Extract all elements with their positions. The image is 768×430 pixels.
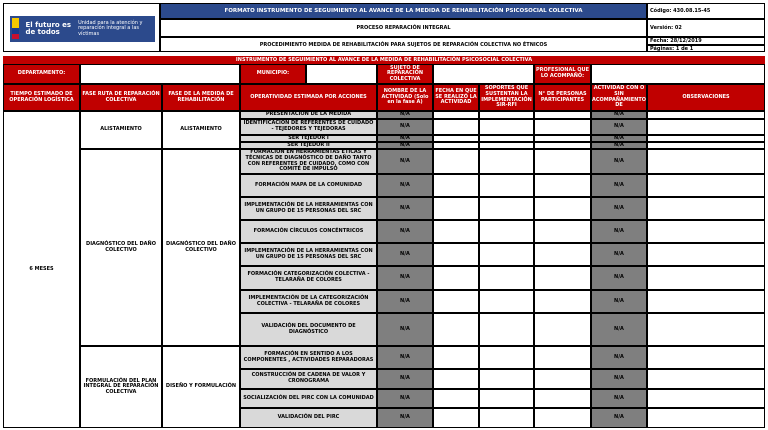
personas-cell[interactable] (534, 197, 591, 220)
observaciones-cell[interactable] (647, 135, 765, 142)
actividad-cell: N/A (591, 313, 647, 346)
actividad-cell: N/A (591, 266, 647, 290)
fecha-cell[interactable] (433, 149, 479, 174)
process-title: PROCESO REPARACIÓN INTEGRAL (160, 19, 647, 37)
soportes-cell[interactable] (479, 389, 534, 408)
actividad-cell: N/A (591, 290, 647, 313)
soportes-cell[interactable] (479, 174, 534, 197)
action-cell: SER TEJEDOR II (240, 142, 377, 149)
nombre-cell: N/A (377, 369, 433, 389)
personas-cell[interactable] (534, 111, 591, 119)
fase-medida-alistamiento: ALISTAMIENTO (162, 111, 240, 149)
personas-cell[interactable] (534, 313, 591, 346)
nombre-cell: N/A (377, 243, 433, 266)
col-observaciones: OBSERVACIONES (647, 84, 765, 111)
actividad-cell: N/A (591, 111, 647, 119)
observaciones-cell[interactable] (647, 389, 765, 408)
nombre-cell: N/A (377, 389, 433, 408)
action-cell: FORMACIÓN MAPA DE LA COMUNIDAD (240, 174, 377, 197)
fecha-cell[interactable] (433, 369, 479, 389)
actividad-cell: N/A (591, 197, 647, 220)
action-cell: SOCIALIZACIÓN DEL PIRC CON LA COMUNIDAD (240, 389, 377, 408)
nombre-cell: N/A (377, 119, 433, 135)
fecha-cell[interactable] (433, 266, 479, 290)
departamento-label: DEPARTAMENTO: (3, 64, 80, 84)
actividad-cell: N/A (591, 389, 647, 408)
col-nombre: NOMBRE DE LA ACTIVIDAD (Solo en la fase A) (377, 84, 433, 111)
observaciones-cell[interactable] (647, 313, 765, 346)
personas-cell[interactable] (534, 149, 591, 174)
personas-cell[interactable] (534, 346, 591, 369)
observaciones-cell[interactable] (647, 243, 765, 266)
actividad-cell: N/A (591, 408, 647, 428)
instrument-title: INSTRUMENTO DE SEGUIMIENTO AL AVANCE DE LA MEDIDA DE REHABILITACIÓN PSICOSOCIAL COLECTIVA (3, 56, 765, 64)
action-cell: IMPLEMENTACIÓN DE LA HERRAMIENTAS CON UN GRUPO DE 15 PERSONAS DEL SRC (240, 243, 377, 266)
profesional-label: PROFESIONAL QUE LO ACOMPAÑÓ: (534, 64, 591, 84)
observaciones-cell[interactable] (647, 369, 765, 389)
actividad-cell: N/A (591, 135, 647, 142)
actividad-cell: N/A (591, 142, 647, 149)
departamento-value[interactable] (80, 64, 240, 84)
nombre-cell: N/A (377, 346, 433, 369)
personas-cell[interactable] (534, 266, 591, 290)
action-cell: FORMACIÓN EN SENTIDO A LOS COMPONENTES , ACTIVIDADES REPARADORAS (240, 346, 377, 369)
nombre-cell: N/A (377, 174, 433, 197)
personas-cell[interactable] (534, 389, 591, 408)
soportes-cell[interactable] (479, 111, 534, 119)
observaciones-cell[interactable] (647, 290, 765, 313)
logo-main-text: El futuro es de todos (25, 21, 72, 36)
col-tiempo: TIEMPO ESTIMADO DE OPERACIÓN LOGÍSTICA (3, 84, 80, 111)
fase-ruta-alistamiento: ALISTAMIENTO (80, 111, 162, 149)
action-cell: VALIDACIÓN DEL PIRC (240, 408, 377, 428)
nombre-cell: N/A (377, 220, 433, 243)
soportes-cell[interactable] (479, 243, 534, 266)
observaciones-cell[interactable] (647, 266, 765, 290)
pages-field: Páginas: 1 de 1 (647, 45, 765, 52)
logo-sub-text: Unidad para la atención y reparación integral a las víctimas (78, 19, 143, 37)
observaciones-cell[interactable] (647, 174, 765, 197)
sujeto-value[interactable] (433, 64, 534, 84)
action-cell: IDENTIFICACIÓN DE REFERENTES DE CUIDADO - TEJEDORES Y TEJEDORAS (240, 119, 377, 135)
fecha-cell[interactable] (433, 174, 479, 197)
nombre-cell: N/A (377, 313, 433, 346)
actividad-cell: N/A (591, 119, 647, 135)
personas-cell[interactable] (534, 243, 591, 266)
personas-cell[interactable] (534, 142, 591, 149)
action-cell: IMPLEMENTACIÓN DE LA HERRAMIENTAS CON UN GRUPO DE 15 PERSONAS DEL SRC (240, 197, 377, 220)
code-field: Código: 430.08.15-45 (647, 3, 765, 19)
actividad-cell: N/A (591, 346, 647, 369)
fecha-cell[interactable] (433, 119, 479, 135)
logo-box (3, 3, 160, 52)
nombre-cell: N/A (377, 408, 433, 428)
actividad-cell: N/A (591, 243, 647, 266)
soportes-cell[interactable] (479, 220, 534, 243)
fase-ruta-formulacion: FORMULACIÓN DEL PLAN INTEGRAL DE REPARACIÓN COLECTIVA (80, 346, 162, 428)
logo (10, 16, 155, 42)
action-cell: SER TEJEDOR I (240, 135, 377, 142)
fase-medida-diagnostico: DIAGNÓSTICO DEL DAÑO COLECTIVO (162, 149, 240, 346)
tiempo-cell: 6 MESES (3, 111, 80, 428)
observaciones-cell[interactable] (647, 111, 765, 119)
nombre-cell: N/A (377, 111, 433, 119)
soportes-cell[interactable] (479, 119, 534, 135)
personas-cell[interactable] (534, 174, 591, 197)
actividad-cell: N/A (591, 220, 647, 243)
actividad-cell: N/A (591, 149, 647, 174)
municipio-label: MUNICIPIO: (240, 64, 306, 84)
soportes-cell[interactable] (479, 408, 534, 428)
actividad-cell: N/A (591, 174, 647, 197)
action-cell: FORMACIÓN CÍRCULOS CONCÉNTRICOS (240, 220, 377, 243)
personas-cell[interactable] (534, 119, 591, 135)
action-cell: PRESENTACIÓN DE LA MEDIDA (240, 111, 377, 119)
sujeto-label: SUJETO DE REPARACIÓN COLECTIVA (377, 64, 433, 84)
fase-medida-formulacion: DISEÑO Y FORMULACIÓN (162, 346, 240, 428)
soportes-cell[interactable] (479, 313, 534, 346)
col-operatividad: OPERATIVIDAD ESTIMADA POR ACCIONES (240, 84, 377, 111)
nombre-cell: N/A (377, 290, 433, 313)
profesional-value[interactable] (591, 64, 765, 84)
observaciones-cell[interactable] (647, 142, 765, 149)
soportes-cell[interactable] (479, 369, 534, 389)
observaciones-cell[interactable] (647, 197, 765, 220)
colombia-flag-icon (12, 18, 19, 39)
fecha-cell[interactable] (433, 346, 479, 369)
nombre-cell: N/A (377, 197, 433, 220)
action-cell: VALIDACIÓN DEL DOCUMENTO DE DIAGNÓSTICO (240, 313, 377, 346)
observaciones-cell[interactable] (647, 220, 765, 243)
personas-cell[interactable] (534, 135, 591, 142)
soportes-cell[interactable] (479, 142, 534, 149)
format-title: FORMATO INSTRUMENTO DE SEGUIMIENTO AL AVANCE DE LA MEDIDA DE REHABILITACIÓN PSICOSOCIAL COLECTIVA (160, 3, 647, 19)
municipio-value[interactable] (306, 64, 377, 84)
fecha-cell[interactable] (433, 111, 479, 119)
soportes-cell[interactable] (479, 135, 534, 142)
procedure-title: PROCEDIMIENTO MEDIDA DE REHABILITACIÓN PARA SUJETOS DE REPARACIÓN COLECTIVA NO ÉTNICOS (160, 37, 647, 52)
personas-cell[interactable] (534, 408, 591, 428)
fase-ruta-diagnostico: DIAGNÓSTICO DEL DAÑO COLECTIVO (80, 149, 162, 346)
observaciones-cell[interactable] (647, 119, 765, 135)
nombre-cell: N/A (377, 142, 433, 149)
fecha-cell[interactable] (433, 408, 479, 428)
observaciones-cell[interactable] (647, 346, 765, 369)
personas-cell[interactable] (534, 369, 591, 389)
fecha-cell[interactable] (433, 197, 479, 220)
col-soportes: SOPORTES QUE SUSTENTAN LA IMPLEMENTACIÓN SIR-RFI (479, 84, 534, 111)
action-cell: CONSTRUCCIÓN DE CADENA DE VALOR Y CRONOGRAMA (240, 369, 377, 389)
col-fase-ruta: FASE RUTA DE REPARACIÓN COLECTIVA (80, 84, 162, 111)
fecha-cell[interactable] (433, 389, 479, 408)
fecha-cell[interactable] (433, 313, 479, 346)
fecha-cell[interactable] (433, 243, 479, 266)
soportes-cell[interactable] (479, 197, 534, 220)
version-field: Versión: 02 (647, 19, 765, 37)
col-fase-medida: FASE DE LA MEDIDA DE REHABILITACIÓN (162, 84, 240, 111)
fecha-cell[interactable] (433, 135, 479, 142)
nombre-cell: N/A (377, 149, 433, 174)
nombre-cell: N/A (377, 266, 433, 290)
fecha-cell[interactable] (433, 142, 479, 149)
personas-cell[interactable] (534, 220, 591, 243)
fecha-cell[interactable] (433, 290, 479, 313)
col-actividad: ACTIVIDAD CON O SIN ACOMPAÑAMIENTO DE (591, 84, 647, 111)
col-personas: N° DE PERSONAS PARTICIPANTES (534, 84, 591, 111)
action-cell: FORMACIÓN EN HERRAMIENTAS ÉTICAS Y TÉCNICAS DE DIAGNÓSTICO DE DAÑO TANTO CON REFERENTES DE CUIDADO, COMO CON COMITÉ DE IMPULSO (240, 149, 377, 174)
soportes-cell[interactable] (479, 346, 534, 369)
observaciones-cell[interactable] (647, 408, 765, 428)
soportes-cell[interactable] (479, 290, 534, 313)
action-cell: IMPLEMENTACIÓN DE LA CATEGORIZACIÓN COLECTIVA - TELARAÑA DE COLORES (240, 290, 377, 313)
observaciones-cell[interactable] (647, 149, 765, 174)
date-field: Fecha: 28/12/2019 (647, 37, 765, 45)
nombre-cell: N/A (377, 135, 433, 142)
col-fecha: FECHA EN QUE SE REALIZÓ LA ACTIVIDAD (433, 84, 479, 111)
fecha-cell[interactable] (433, 220, 479, 243)
soportes-cell[interactable] (479, 266, 534, 290)
actividad-cell: N/A (591, 369, 647, 389)
personas-cell[interactable] (534, 290, 591, 313)
soportes-cell[interactable] (479, 149, 534, 174)
action-cell: FORMACIÓN CATEGORIZACIÓN COLECTIVA - TELARAÑA DE COLORES (240, 266, 377, 290)
